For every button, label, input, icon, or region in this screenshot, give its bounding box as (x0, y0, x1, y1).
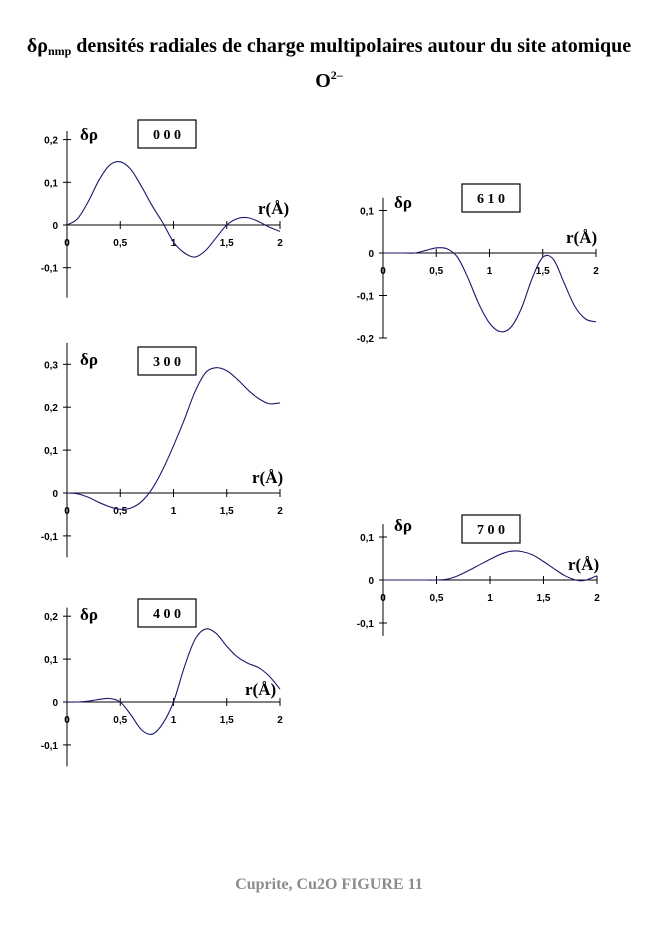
y-tick-label: -0,1 (40, 531, 58, 543)
x-tick-label: 0,5 (113, 715, 128, 726)
y-tick-label: 0,1 (360, 533, 374, 544)
x-tick-label: 1,5 (219, 238, 234, 249)
title-text: densités radiales de charge multipolaires autour du site atomique O (71, 35, 632, 92)
y-tick-label: 0,3 (44, 360, 58, 372)
y-tick-label: -0,2 (356, 334, 374, 345)
x-tick-label: 1,5 (219, 715, 234, 726)
x-tick-label: 2 (277, 715, 283, 726)
x-tick-label: 0,5 (429, 593, 444, 604)
x-tick-label: 2 (593, 266, 599, 277)
x-tick-label: 0,5 (113, 238, 128, 249)
figure-caption: Cuprite, Cu2O FIGURE 11 (235, 876, 423, 893)
y-tick-label: 0,2 (44, 135, 58, 147)
chart-610 (330, 180, 650, 350)
x-tick-label: 2 (277, 506, 283, 517)
chart-400 (0, 592, 320, 772)
x-tick-label: 0 (380, 266, 386, 277)
x-tick-label: 1,5 (535, 266, 550, 277)
title-superscript: 2– (330, 68, 343, 82)
x-tick-label: 1 (170, 238, 177, 249)
title-subscript: nmp (47, 44, 72, 58)
y-axis-label: δρ (80, 605, 98, 624)
x-tick-label: 2 (594, 593, 600, 604)
y-tick-label: -0,1 (40, 740, 58, 752)
y-tick-label: 0,2 (44, 612, 58, 624)
x-tick-label: 0,5 (429, 266, 444, 277)
x-axis-label: r(Å) (258, 199, 290, 218)
y-tick-label: -0,1 (40, 263, 58, 275)
series-line (67, 368, 280, 510)
y-tick-label: 0,1 (360, 206, 374, 218)
x-tick-label: 0,5 (113, 506, 128, 517)
title-symbol: δρ (26, 35, 48, 57)
x-tick-label: 1,5 (536, 593, 551, 604)
y-tick-label: -0,1 (356, 619, 374, 630)
series-line (67, 162, 280, 257)
x-tick-label: 2 (277, 238, 283, 249)
y-tick-label: 0 (52, 221, 58, 232)
x-tick-label: 1,5 (219, 506, 234, 517)
x-axis-label: r(Å) (252, 468, 284, 487)
multipole-label: 0 0 0 (153, 128, 181, 143)
x-tick-label: 1 (486, 266, 493, 277)
x-tick-label: 1 (170, 715, 177, 726)
y-axis-label: δρ (80, 350, 98, 369)
multipole-label: 7 0 0 (477, 523, 505, 538)
series-line (383, 248, 596, 332)
x-tick-label: 1 (170, 506, 177, 517)
y-tick-label: 0 (52, 698, 58, 709)
chart-000 (0, 110, 320, 300)
x-tick-label: 0 (380, 593, 386, 604)
y-axis-label: δρ (80, 125, 98, 144)
y-tick-label: 0 (368, 249, 374, 260)
x-axis-label: r(Å) (568, 555, 600, 574)
y-tick-label: 0,1 (44, 655, 58, 667)
chart-300 (0, 335, 320, 565)
y-tick-label: 0,1 (44, 446, 58, 458)
x-tick-label: 0 (64, 506, 70, 517)
y-tick-label: -0,1 (356, 291, 374, 303)
multipole-label: 3 0 0 (153, 355, 181, 370)
y-tick-label: 0 (52, 489, 58, 500)
y-tick-label: 0 (368, 576, 374, 587)
y-tick-label: 0,2 (44, 403, 58, 415)
y-axis-label: δρ (394, 516, 412, 535)
multipole-label: 6 1 0 (477, 192, 505, 207)
y-axis-label: δρ (394, 193, 412, 212)
x-tick-label: 1 (487, 593, 493, 604)
x-axis-label: r(Å) (245, 680, 277, 699)
x-tick-label: 0 (64, 715, 70, 726)
multipole-label: 4 0 0 (153, 607, 181, 622)
page-title (20, 34, 638, 93)
x-tick-label: 0 (64, 238, 70, 249)
x-axis-label: r(Å) (566, 228, 598, 247)
chart-700 (330, 510, 650, 640)
y-tick-label: 0,1 (44, 178, 58, 190)
